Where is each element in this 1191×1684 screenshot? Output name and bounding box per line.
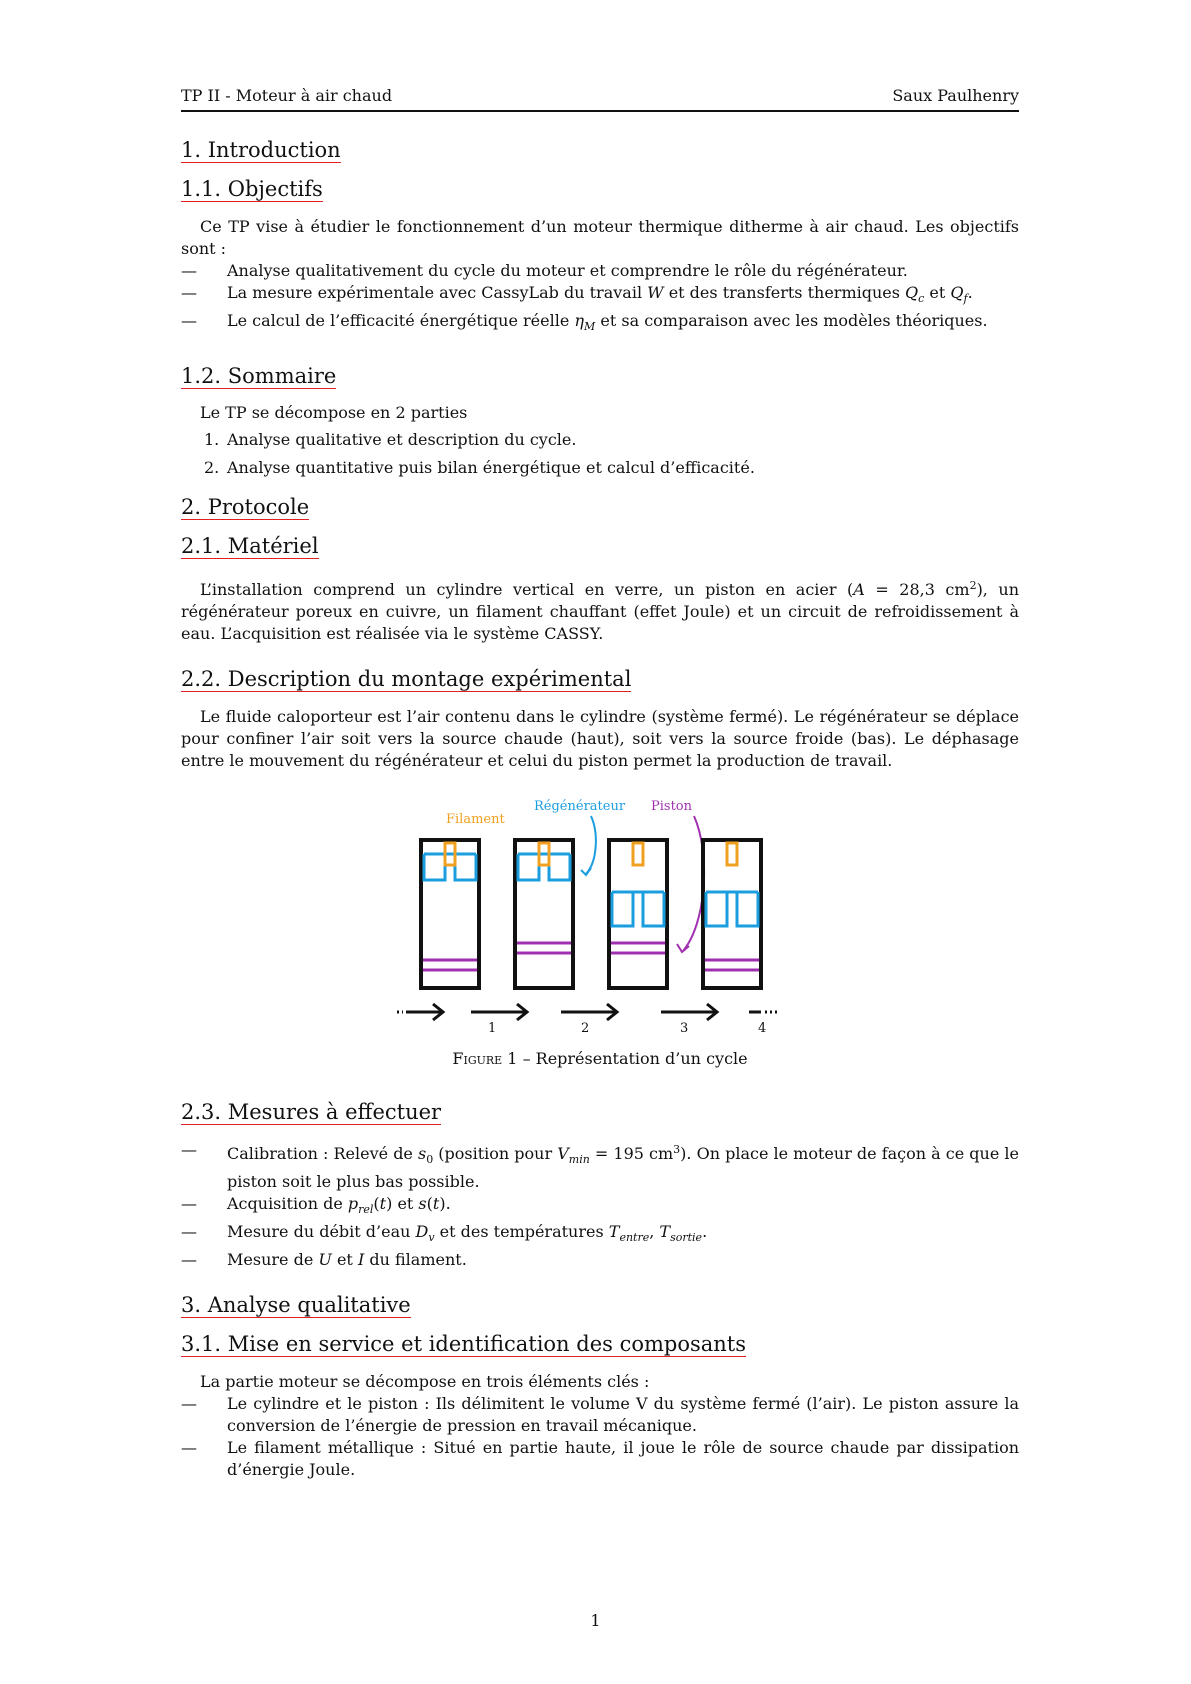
mesures-list [181,1139,1019,1271]
cycle-arrows [397,1004,777,1020]
piston-pointer [683,816,704,951]
regenerateur-label: Régénérateur [534,799,626,814]
list-item: — Acquisition de $p_{rel}(t)$ et s(t). [181,1193,1019,1221]
list-item: — Le filament métallique : Situé en partie haute, il joue le rôle de source chaude par dissipation d’énergie Joule. [181,1437,1019,1481]
objectifs-list [181,260,1019,338]
list-item: 1. Analyse qualitative et description du cycle. [204,430,577,449]
list-item: — Mesure de U et I du filament. [181,1249,1019,1271]
step-label-3: 3 [680,1021,689,1036]
list-item: — Le calcul de l’efficacité énergétique réelle $\eta_M$ et sa comparaison avec les modèles théoriques. [181,310,1019,338]
list-item: 2. Analyse quantitative puis bilan énergétique et calcul d’efficacité. [204,458,755,477]
list-item: — Le cylindre et le piston : Ils délimitent le volume V du système fermé (l’air). Le piston assure la conversion de l’énergie de pression en travail mécanique. [181,1393,1019,1437]
sommaire-intro: Le TP se décompose en 2 parties [200,403,468,422]
cylinder-step-1 [421,840,479,988]
montage-text: Le fluide caloporteur est l’air contenu dans le cylindre (système fermé). Le régénérateur se déplace pour confiner l’air soit vers la source chaude (haut), soit vers la source froide (bas). Le déphasage entre le mouvement du régénérateur et celui du piston permet la production de travail. [181,707,1019,770]
header-title: TP II - Moteur à air chaud [181,86,393,105]
subsection-heading-mesures: 2.3. Mesures à effectuer [181,1100,442,1124]
subsection-heading-objectifs: 1.1. Objectifs [181,177,323,201]
cylinder-step-2 [515,840,573,988]
page-content [181,138,1019,1481]
list-item: — Calibration : Relevé de $s_0$ (position pour $V_{min} = 195$ $cm^3$). On place le moteur de façon à ce que le piston soit le plus bas possible. [181,1139,1019,1193]
page-number: 1 [590,1611,601,1630]
sommaire-list [181,429,1019,479]
cycle-diagram [181,794,1019,1040]
cylinder-step-4 [703,840,761,988]
step-label-4: 4 [758,1021,767,1036]
filament-label: Filament [446,812,505,827]
materiel-text: L’installation comprend un cylindre vertical en verre, un piston en acier (A = 28,3 $cm^2$), un régénérateur poreux en cuivre, un filament chauffant (effet Joule) et un circuit de refroidissement à eau. L’acquisition est réalisée via le système CASSY. [181,579,1020,643]
piston-label: Piston [651,799,692,814]
composants-intro: La partie moteur se décompose en trois éléments clés : [200,1372,650,1391]
cycle-figure [181,794,1019,1040]
figure-caption: Figure 1 – Représentation d’un cycle [452,1049,748,1068]
page-header [181,86,1019,112]
subsection-heading-materiel: 2.1. Matériel [181,534,319,558]
list-item: — La mesure expérimentale avec CassyLab du travail W et des transferts thermiques $Q_c$ et $Q_f$. [181,282,1019,310]
section-heading-protocole: 2. Protocole [181,495,310,519]
step-label-1: 1 [488,1021,497,1036]
step-label-2: 2 [581,1021,590,1036]
section-heading-analyse-qualitative: 3. Analyse qualitative [181,1293,411,1317]
composants-list [181,1393,1019,1481]
subsection-heading-mise-en-service: 3.1. Mise en service et identification des composants [181,1332,747,1356]
subsection-heading-montage: 2.2. Description du montage expérimental [181,667,632,691]
list-item: — Analyse qualitativement du cycle du moteur et comprendre le rôle du régénérateur. [181,260,1019,282]
section-heading-introduction: 1. Introduction [181,138,341,162]
subsection-heading-sommaire: 1.2. Sommaire [181,364,337,388]
objectifs-intro: Ce TP vise à étudier le fonctionnement d’un moteur thermique ditherme à air chaud. Les objectifs sont : [181,217,1019,258]
regenerateur-pointer [586,816,596,874]
list-item: — Mesure du débit d’eau $D_v$ et des températures $T_{entre}$, $T_{sortie}$. [181,1221,1019,1249]
cylinder-step-3 [609,840,667,988]
header-author: Saux Paulhenry [892,86,1019,105]
